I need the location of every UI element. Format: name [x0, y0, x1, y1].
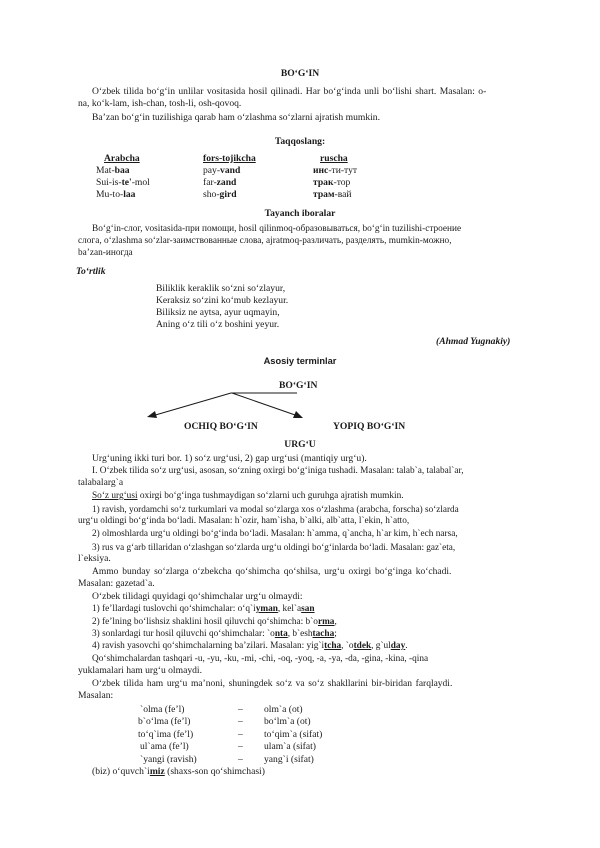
urgu-line: I. O‘zbek tilida so‘z urg‘usi, asosan, so‘zning oxirgi bo‘g‘iniga tushadi. Masalan: talab`a, talabal`ar,: [92, 466, 464, 476]
urgu-line: O‘zbek tilida ham urg‘u ma’noni, shuningdek so‘z va so‘z shakllarini bir-biridan farqlaydi.: [92, 679, 453, 689]
terms-left: OCHIQ BO‘G‘IN: [184, 421, 258, 432]
compare-heading: Taqqoslang:: [274, 136, 326, 147]
arrow-left-line: [152, 393, 231, 416]
urgu-line: 1) ravish, yordamchi so‘z turkumlari va modal so‘zlarga xos o‘zlashma (arabcha, forscha) so‘zlarda: [92, 504, 459, 514]
poem-line: Biliklik keraklik so‘zni so‘zlayur,: [156, 283, 286, 294]
compare-cell: инс-ти-тут: [313, 165, 358, 176]
urgu-line: Qo‘shimchalardan tashqari -u, -yu, -ku, -mi, -chi, -oq, -yoq, -a, -ya, -da, -gina, -kina, -qina: [92, 654, 429, 664]
compare-col-arabcha: Arabcha: [104, 153, 140, 164]
pair-left: to‘q`ima (fe’l): [138, 729, 194, 740]
intro-line-3: Ba’zan bo‘g‘in tuzilishiga qarab ham o‘zlashma so‘zlarni ajratish mumkin.: [92, 112, 380, 123]
compare-cell: трак-тор: [313, 177, 351, 188]
urgu-line: Ammo bunday so‘zlarga o‘zbekcha qo‘shimcha qo‘shilsa, urg‘u oxirgi bo‘g‘inga ko‘chadi.: [92, 567, 452, 577]
urgu-last-line: (biz) o‘quvch`imiz (shaxs-son qo‘shimchasi): [92, 766, 265, 777]
intro-line-1: O‘zbek tilida bo‘g‘in unlilar vositasida hosil qilinadi. Har bo‘g‘inda unli bo‘lishi shart. Masalan: o-: [92, 86, 487, 97]
arrow-left-head: [147, 411, 157, 418]
urgu-line: O‘zbek tilidagi quyidagi qo‘shimchalar urg‘u olmaydi:: [92, 591, 303, 602]
pair-right: bo‘lm`a (ot): [264, 716, 311, 727]
tayanch-line-3: ba’zan-иногда: [78, 248, 133, 258]
compare-cell: sho-gird: [203, 189, 237, 200]
pair-right: olm`a (ot): [264, 704, 303, 715]
urgu-line: Urg‘uning ikki turi bor. 1) so‘z urg‘usi, 2) gap urg‘usi (mantiqiy urg‘u).: [92, 453, 367, 464]
urgu-line: talabalarg`a: [78, 477, 124, 488]
pair-dash: –: [238, 704, 243, 715]
tayanch-line-1: Bo‘g‘in-слог, vositasida-при помощи, hosil qilinmoq-образовываться, bo‘g‘in tuzilishi-строение: [92, 224, 462, 234]
compare-cell: Sui-is-te'-mol: [96, 177, 150, 188]
poem-label: To‘rtlik: [76, 266, 106, 277]
tayanch-heading: Tayanch iboralar: [264, 208, 336, 219]
terms-right: YOPIQ BO‘G‘IN: [333, 421, 406, 432]
urgu-line: 3) rus va g‘arb tillaridan o‘zlashgan so‘zlarda urg‘u oldingi bo‘g‘inlarda bo‘ladi. Masalan: gaz`eta,: [92, 542, 456, 552]
pair-right: ulam`a (sifat): [264, 741, 316, 752]
compare-col-ruscha: ruscha: [320, 153, 348, 164]
arrow-right-line: [232, 393, 298, 416]
intro-line-2: na, ko‘k-lam, ish-chan, tosh-li, osh-qovoq.: [78, 98, 242, 109]
urgu-line: urg‘u oldingi bo‘g‘inda bo‘ladi. Masalan: h`ozir, ham`isha, b`alki, alb`atta, l`ekin, h`atto,: [78, 516, 410, 526]
compare-col-fors: fors-tojikcha: [203, 153, 256, 164]
terms-heading: Asosiy terminlar: [263, 356, 337, 366]
poem-line: Keraksiz so‘zini ko‘mub kezlayur.: [156, 295, 289, 306]
urgu-line: Masalan:: [78, 690, 114, 701]
pair-right: to‘qim`a (sifat): [264, 729, 323, 740]
urgu-line: So‘z urg‘usi oxirgi bo‘g‘inga tushmaydigan so‘zlarni uch guruhga ajratish mumkin.: [92, 491, 404, 501]
compare-cell: Mat-baa: [96, 165, 130, 176]
compare-cell: pay-vand: [203, 165, 241, 176]
pair-left: `yangi (ravish): [140, 754, 197, 765]
pair-left: b`o‘lma (fe’l): [138, 716, 191, 727]
poem-line: Aning o‘z tili o‘z boshini yeyur.: [156, 319, 280, 330]
tayanch-line-2: слога, o‘zlashma so‘zlar-заимствованные слова, ajratmoq-различать, разделять, mumkin-можно,: [78, 236, 452, 246]
pair-right: yang`i (sifat): [264, 754, 314, 765]
urgu-line: l`eksiya.: [78, 553, 111, 564]
page-title: BO‘G‘IN: [280, 68, 320, 79]
poem-author: (Ahmad Yugnakiy): [436, 336, 511, 347]
pair-dash: –: [238, 716, 243, 727]
urgu-line: 2) fe’lning bo‘lishsiz shaklini hosil qiluvchi qo‘shimcha: b`orma,: [92, 617, 337, 627]
compare-cell: far-zand: [203, 177, 237, 188]
urgu-line: yuklamalari ham urg‘u olmaydi.: [78, 665, 202, 676]
pair-dash: –: [238, 729, 243, 740]
pair-left: `olma (fe’l): [140, 704, 185, 715]
pair-dash: –: [238, 741, 243, 752]
terms-root: BO‘G‘IN: [279, 380, 318, 391]
urgu-line: 3) sonlardagi tur hosil qiluvchi qo‘shimchalar: `onta, b`eshtacha;: [92, 629, 337, 639]
urgu-heading: URG‘U: [284, 439, 316, 450]
urgu-line: Masalan: gazetad`a.: [78, 578, 155, 589]
compare-cell: трам-вай: [313, 189, 352, 200]
urgu-line: 1) fe’llardagi tuslovchi qo‘shimchalar: o‘q`iyman, kel`asan: [92, 604, 315, 614]
urgu-line: 4) ravish yasovchi qo‘shimchalarning ba’zilari. Masalan: yig`itcha, `otdek, g`ulday.: [92, 641, 408, 651]
pair-left: ul`ama (fe’l): [140, 741, 189, 752]
urgu-line: 2) olmoshlarda urg‘u oldingi bo‘g‘inda bo‘ladi. Masalan: h`amma, q`ancha, h`ar kim, h`ech narsa,: [92, 529, 458, 539]
arrow-right-head: [293, 411, 303, 418]
compare-cell: Mu-to-laa: [96, 189, 136, 200]
poem-line: Biliksiz ne aytsa, ayur uqmayin,: [156, 307, 280, 318]
pair-dash: –: [238, 754, 243, 765]
